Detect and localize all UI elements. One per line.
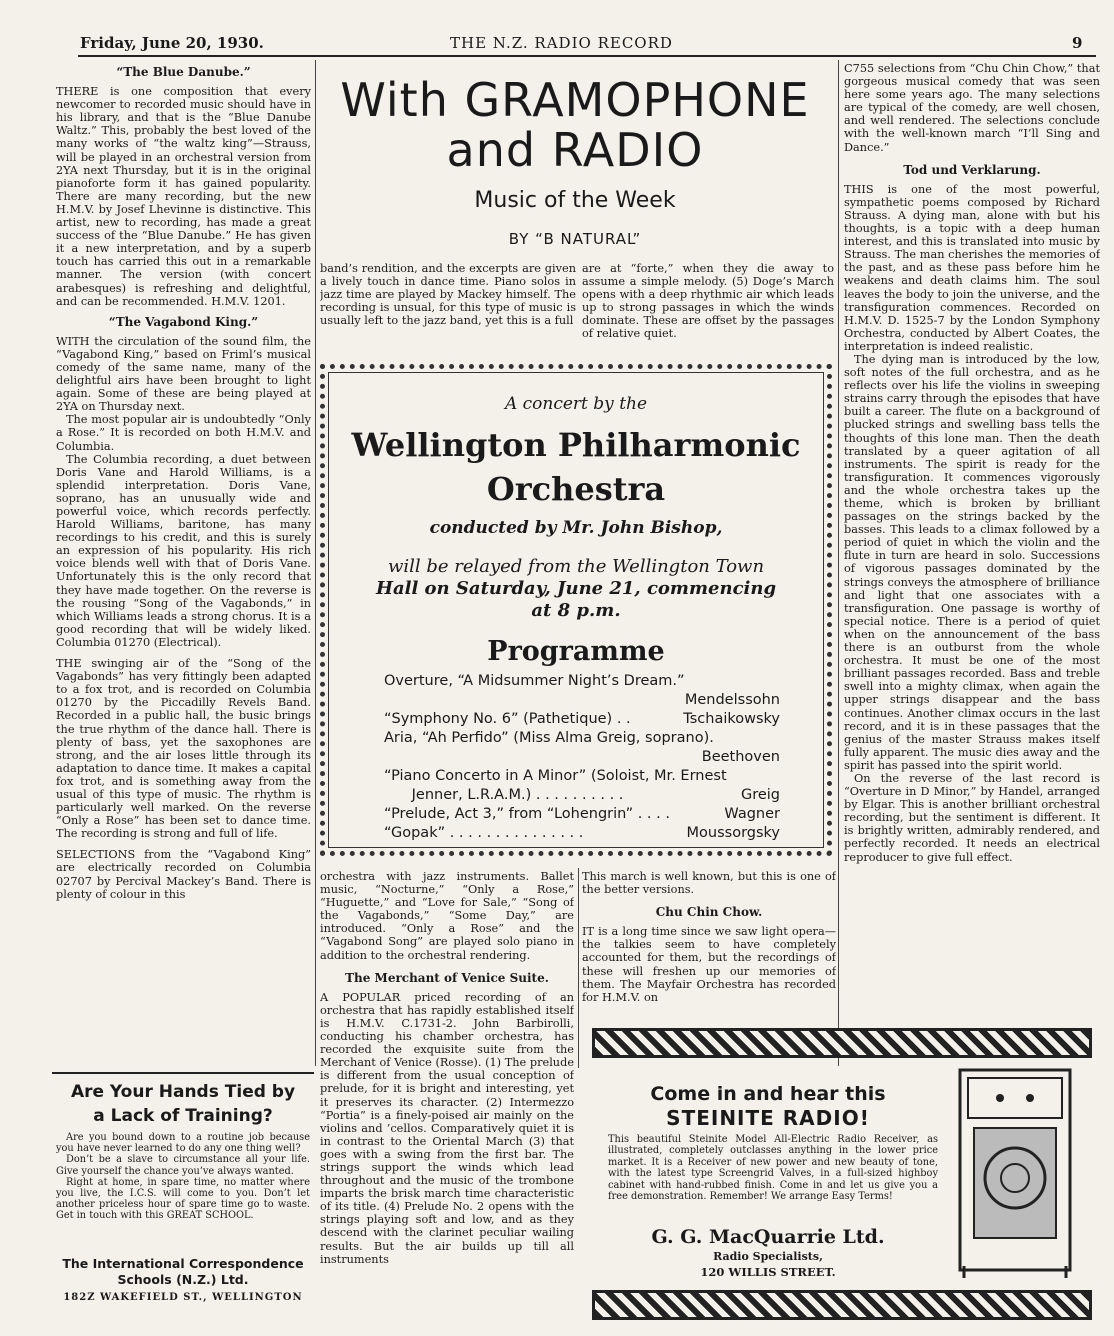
masthead-line1: With GRAMOPHONE	[340, 73, 810, 127]
ics-ad-company-1: The International Correspondence	[62, 1256, 304, 1271]
ics-ad-address: 182Z WAKEFIELD ST., WELLINGTON	[63, 1292, 303, 1303]
programme-item: Beethoven	[701, 749, 780, 765]
article-vagabond-intro: WITH the circulation of the sound film, the “Vagabond King,” based on Friml’s musical comedy of the same name, many of the delightful airs have been brought to light again. Some of these are being played at 2YA on Thursday next.	[56, 334, 311, 414]
column-divider	[578, 868, 579, 1068]
steinite-firm: G. G. MacQuarrie Ltd.	[651, 1226, 885, 1248]
ics-ad-body	[56, 1132, 310, 1222]
article-paragraph: On the reverse of the last record is “Overture in D Minor,” by Handel, arranged by Elgar. This is another brilliant orchestral recording, but the sentiment is different. It is brightly written, admirably rendered, and perfectly recorded. It needs an electrical reproducer to give full effect.	[844, 771, 1100, 864]
concert-relay-line1: will be relayed from the Wellington Town	[387, 556, 765, 577]
programme-item: “Piano Concerto in A Minor” (Soloist, Mr. Ernest	[384, 768, 727, 784]
heading-vagabond-king: “The Vagabond King.”	[108, 314, 259, 329]
concert-name-line1: Wellington Philharmonic	[351, 426, 801, 464]
ics-ad-paragraph: Are you bound down to a routine job because you have never learned to do any one thing well?	[56, 1132, 310, 1155]
page-number: 9	[1072, 34, 1083, 52]
radio-cabinet-illustration	[950, 1066, 1080, 1280]
ics-ad-headline-2: a Lack of Training?	[93, 1106, 273, 1126]
programme-item: Mendelssohn	[684, 692, 780, 708]
heading-blue-danube: “The Blue Danube.”	[116, 65, 251, 79]
programme-list	[384, 672, 780, 843]
heading-merchant-venice: The Merchant of Venice Suite.	[345, 970, 549, 985]
heading-tod-und-verklarung: Tod und Verklarung.	[903, 162, 1041, 177]
header-rule	[78, 55, 1096, 57]
mid-top-left: band’s rendition, and the excerpts are given a lively touch in dance time. Piano solos in jazz time are played by Mackey himself. The recording is unsual, for this type of music is usually left to the jazz band, yet this is a full	[320, 262, 576, 328]
paper-title: THE N.Z. RADIO RECORD	[450, 34, 673, 52]
article-selections: SELECTIONS from the “Vagabond King” are electrically recorded on Columbia 02707 by Percival Mackey’s Band. There is plenty of colour in this	[56, 848, 311, 901]
mid-low-right	[582, 870, 836, 1020]
mid-top-right: are at “forte,” when they die away to assume a simple melody. (5) Doge’s March opens with a deep rhythmic air which leads up to strong passages in which the winds dominate. These are offset by the passages of relative quiet.	[582, 262, 834, 341]
programme-heading: Programme	[487, 636, 665, 667]
ics-ad-headline-1: Are Your Hands Tied by	[70, 1082, 296, 1102]
concert-conductor: conducted by Mr. John Bishop,	[429, 518, 723, 538]
programme-item: “Prelude, Act 3,” from “Lohengrin” . . . . Wagner	[384, 806, 780, 822]
article-chu-chin-chow: IT is a long time since we saw light opera—the talkies seem to have completely accounted for them, but the recordings of these will freshen up our memories of them. The Mayfair Orchestra has recorded for H.M.V. on	[582, 925, 836, 1004]
concert-name-line2: Orchestra	[486, 470, 666, 508]
steinite-specialists: Radio Specialists,	[713, 1250, 823, 1263]
programme-item: Jenner, L.R.A.M.) . . . . . . . . . . Greig	[384, 787, 780, 803]
article-paragraph: The Columbia recording, a duet between Doris Vane and Harold Williams, is a splendid interpretation. Doris Vane, soprano, has an unusually wide and powerful voice, which records perfectly. Harold Williams, baritone, has many recordings to his credit, and this is surely an expression of his popularity. His rich voice blends well with that of Doris Vane. Unfortunately this is the only record that they have made together. On the reverse is the rousing “Song of the Vagabonds,” in which Williams leads a strong chorus. It is a good recording that will be widely liked. Columbia 01270 (Electrical).	[56, 452, 311, 649]
masthead-line2: and RADIO	[446, 123, 704, 177]
steinite-headline-1: Come in and hear this	[650, 1083, 886, 1105]
article-jazz-continued: orchestra with jazz instruments. Ballet music, “Nocturne,” “Only a Rose,” “Huguette,” and “Love for Sale,” “Song of the Vagabonds,” “Some Day,” are introduced. “Only a Rose” and the “Vagabond Song” are played solo piano in addition to the orchestral rendering.	[320, 870, 574, 962]
column-divider	[315, 60, 316, 1066]
article-paragraph: The dying man is introduced by the low, soft notes of the full orchestra, and as he reflects over his life the violins in sweeping strains carry through the episodes that have built a career. The flute on a background of plucked strings and swelling bass tells the thoughts of this lone man. Then the death translated by a queer agitation of all instruments. The spirit is ready for the transfiguration. It commences vigorously and the whole orchestra takes up the theme, which is broken by brilliant passages on the strings backed by the basses. This leads to a climax followed by a period of quiet in which the violin and the flute in turn are heard in solo. Successions of vigorous passages dominated by the strings conveys the atmosphere of brilliance and light that one associates with a transfiguration. One passage is worthy of special notice. There is a period of quiet when on the announcement of the bass there is an outburst from the whole orchestra. It must be one of the most brilliant passages recorded. Bass and treble swell into a mighty climax, when again the upper strings disappear and the bass continues. Another climax occurs in the last record, and it is in these passages that the genius of the master Strauss makes itself fully apparent. The music dies away and the spirit has passed into the spirit world.	[844, 352, 1100, 772]
article-march: This march is well known, but this is one of the better versions.	[582, 870, 836, 897]
programme-item: “Gopak” . . . . . . . . . . . . . . . Moussorgsky	[384, 825, 780, 841]
article-tod-und-verklarung: THIS is one of the most powerful, sympathetic poems composed by Richard Strauss. A dying man, alone with but his thoughts, is a topic with a deep human interest, and this is translated into music by Strauss. The man cherishes the memories of the past, and as these pass before him he weakens and death claims him. The soul leaves the body to join the universe, and the transfiguration commences. Recorded on H.M.V. D. 1525-7 by the London Symphony Orchestra, conducted by Albert Coates, the interpretation is indeed realistic.	[844, 182, 1100, 353]
programme-item: Aria, “Ah Perfido” (Miss Alma Greig, soprano).	[384, 730, 714, 746]
article-song-vagabonds: THE swinging air of the “Song of the Vagabonds” has very fittingly been adapted to a fox trot, and is recorded on Columbia 01270 by the Piccadilly Revels Band. Recorded in a public hall, the busic brings the true rhythm of the dance hall. There is plenty of bass, yet the saxophones are strong, and the air loses little through its adaptation to dance time. It makes a capital fox trot, and is something away from the usual of this type of music. The rhythm is particularly well marked. On the reverse “Only a Rose” has been set to dance time. The recording is strong and full of life.	[56, 657, 311, 841]
concert-intro: A concert by the	[504, 394, 648, 414]
programme-item: “Symphony No. 6” (Pathetique) . . Tschaikowsky	[384, 711, 780, 727]
concert-relay-line2: Hall on Saturday, June 21, commencing	[375, 578, 777, 599]
article-merchant-venice: A POPULAR priced recording of an orchestra that has rapidly established itself is H.M.V. C.1731-2. John Barbirolli, conducting his chamber orchestra, has recorded the exquisite suite from the Merchant of Venice (Rosse). (1) The prelude is different from the usual conception of prelude, for it is bright and interesting, yet it preserves its character. (2) Intermezzo “Portia” is a finely-poised air mainly on the violins and ’cellos. Comparatively quiet it is in contrast to the Oriental March (3) that goes with a swing from the first bar. The strings support the winds which lead throughout and the music of the trombone imparts the brisk march time characteristic of its title. (4) Prelude No. 2 opens with the strings playing soft and low, and as they descend with the clarinet peculiar wailing results. But the air builds up till all instruments	[320, 990, 574, 1266]
ad-rule	[52, 1072, 314, 1074]
steinite-headline-2: STEINITE RADIO!	[666, 1106, 870, 1130]
article-paragraph: The most popular air is undoubtedly “Only a Rose.” It is recorded on both H.M.V. and Columbia.	[56, 413, 311, 453]
decorative-border-bottom	[592, 1290, 1092, 1320]
steinite-body: This beautiful Steinite Model All-Electric Radio Receiver, as illustrated, completely outclasses anything in the lower price market. It is a Receiver of new power and new beauty of tone, with the latest type Screengrid Valves, in a full-sized highboy cabinet with hand-rubbed finish. Come in and let us give you a free demonstration. Remember! We arrange Easy Terms!	[608, 1134, 938, 1203]
heading-chu-chin-chow: Chu Chin Chow.	[655, 905, 763, 920]
concert-relay-line3: at 8 p.m.	[531, 600, 621, 621]
masthead-byline: BY “B NATURAL”	[508, 230, 642, 248]
article-chu-chin-chow-continued: C755 selections from “Chu Chin Chow,” that gorgeous musical comedy that was seen here some years ago. The many selections are typical of the comedy, are well chosen, and well rendered. The selections conclude with the well-known march “I’ll Sing and Dance.”	[844, 62, 1100, 154]
masthead-subtitle: Music of the Week	[474, 188, 676, 213]
decorative-border-top	[592, 1028, 1092, 1058]
steinite-address: 120 WILLIS STREET.	[700, 1265, 836, 1279]
article-blue-danube: THERE is one composition that every newcomer to recorded music should have in his library, and that is the “Blue Danube Waltz.” This, probably the best loved of the many works of “the waltz king”—Strauss, will be played in an orchestral version from 2YA next Thursday, but it is in the original pianoforte form it has gained popularity. There are many recording, but the new H.M.V. by Josef Lhevinne is distinctive. This artist, new to recording, has made a great success of the “Blue Danube.” He has given it a new interpretation, and by a superb touch has carried this out in a remarkable manner. The version (with concert arabesques) is refreshing and delightful, and can be recommended. H.M.V. 1201.	[56, 85, 311, 308]
column-divider	[838, 60, 839, 1066]
ics-ad-company-2: Schools (N.Z.) Ltd.	[117, 1272, 249, 1287]
right-column	[844, 62, 1100, 1020]
programme-item: Overture, “A Midsummer Night’s Dream.”	[384, 673, 685, 689]
ics-ad-paragraph: Don’t be a slave to circumstance all your life. Give yourself the chance you’ve always wanted.	[56, 1154, 310, 1177]
ics-ad-paragraph: Right at home, in spare time, no matter where you live, the I.C.S. will come to you. Don’t let another priceless hour of spare time go to waste. Get in touch with this GREAT SCHOOL.	[56, 1176, 310, 1222]
left-column	[56, 62, 311, 1066]
issue-date: Friday, June 20, 1930.	[80, 34, 264, 52]
mid-low-left	[320, 870, 574, 1330]
